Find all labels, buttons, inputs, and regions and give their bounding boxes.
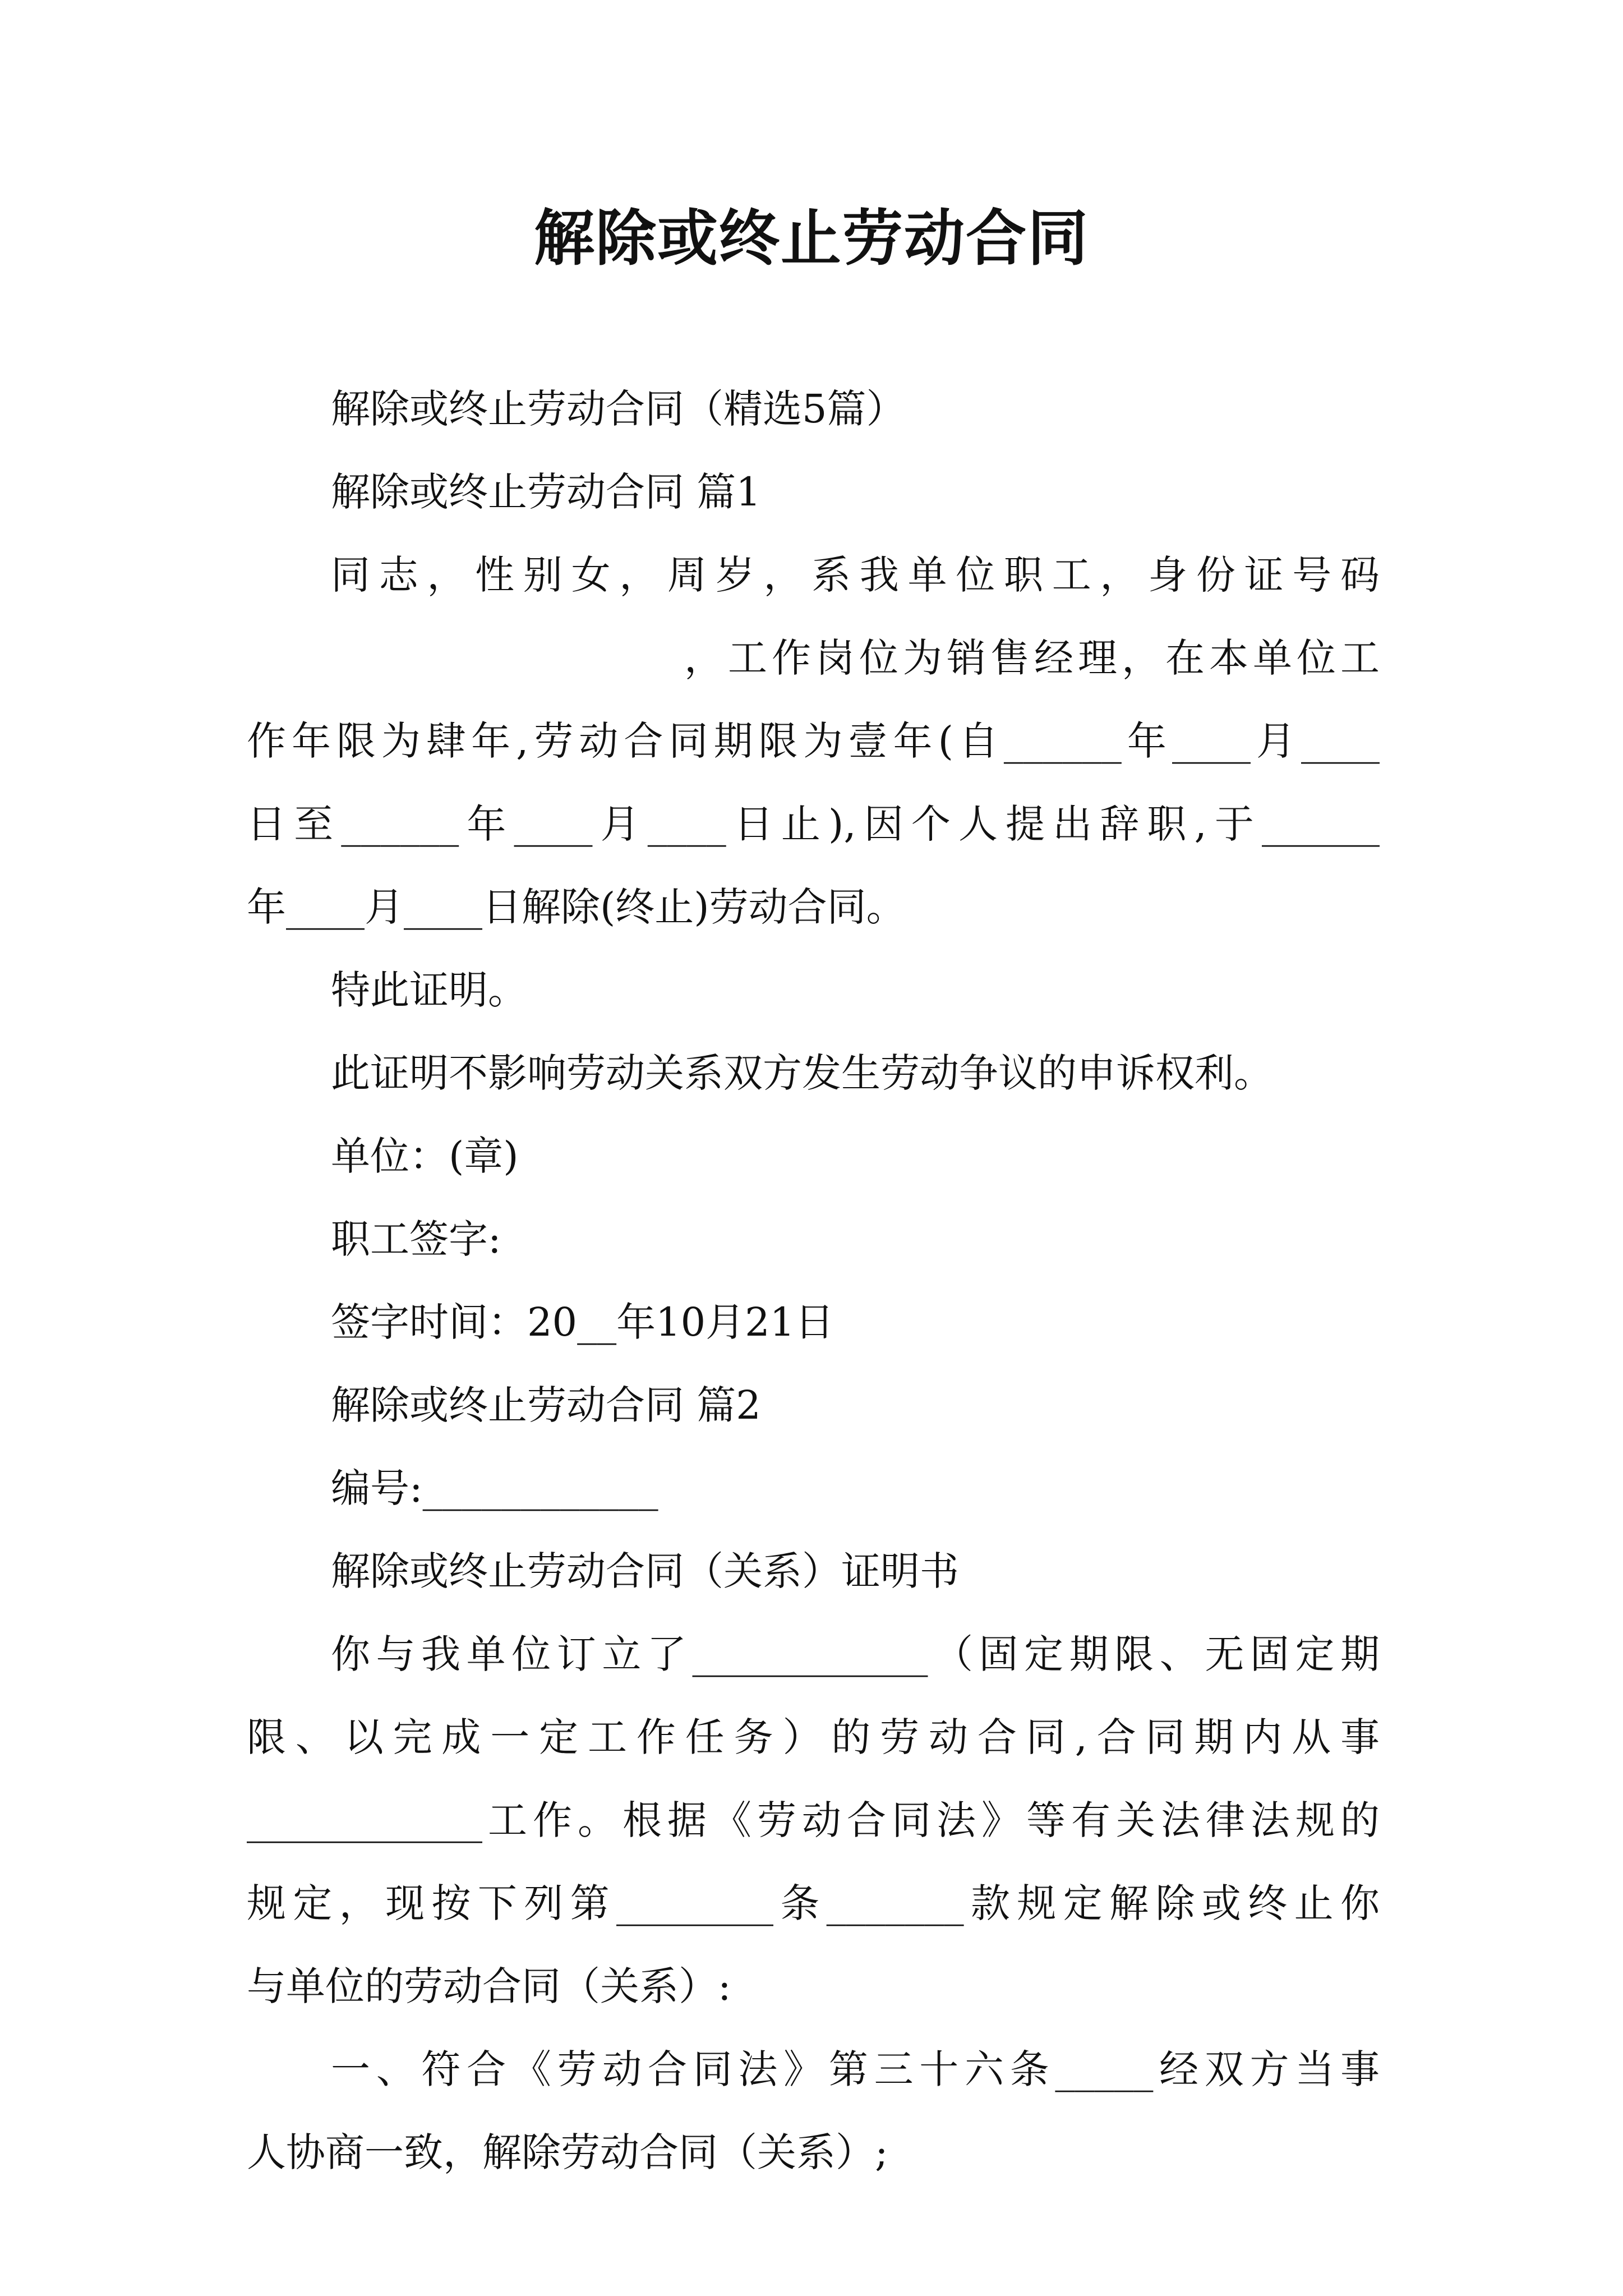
section-heading-1: 解除或终止劳动合同 篇1 (331, 469, 761, 515)
document-body (247, 367, 1380, 2194)
paragraph-line: 规定，现按下列第________条_______款规定解除或终止你 (247, 1880, 1380, 1926)
signature-date-line: 签字时间：20__年10月21日 (331, 1299, 834, 1345)
paragraph-line: 一、符合《劳动合同法》第三十六条_____经双方当事 (331, 2046, 1380, 2092)
unit-seal-line: 单位：(章) (331, 1133, 519, 1179)
section-heading-2: 解除或终止劳动合同 篇2 (331, 1382, 761, 1428)
paragraph-certify: 特此证明。 (331, 967, 527, 1013)
paragraph-line: 作年限为肆年,劳动合同期限为壹年(自______年____月____ (247, 718, 1380, 764)
paragraph-line: 人协商一致，解除劳动合同（关系）; (247, 2129, 888, 2175)
document-title: 解除或终止劳动合同 (533, 203, 1089, 274)
paragraph-note: 此证明不影响劳动关系双方发生劳动争议的申诉权利。 (331, 1050, 1273, 1096)
number-line: 编号:____________ (331, 1465, 658, 1511)
certificate-title: 解除或终止劳动合同（关系）证明书 (331, 1548, 959, 1594)
paragraph-line: ，工作岗位为销售经理，在本单位工 (684, 635, 1380, 681)
paragraph-heading: 解除或终止劳动合同（精选5篇） (331, 386, 906, 432)
paragraph-line: 年____月____日解除(终止)劳动合同。 (247, 884, 906, 930)
paragraph-line: ____________工作。根据《劳动合同法》等有关法律法规的 (247, 1797, 1380, 1843)
paragraph-line: 日至______年____月____日止),因个人提出辞职,于______ (247, 801, 1380, 847)
paragraph-line: 限、以完成一定工作任务）的劳动合同,合同期内从事 (247, 1714, 1380, 1760)
employee-signature-line: 职工签字: (331, 1216, 501, 1262)
paragraph-line: 与单位的劳动合同（关系）: (247, 1963, 731, 2009)
paragraph-line: 同志，性别女，周岁，系我单位职工，身份证号码 (331, 552, 1380, 598)
paragraph-line: 你与我单位订立了____________（固定期限、无固定期 (331, 1631, 1380, 1677)
